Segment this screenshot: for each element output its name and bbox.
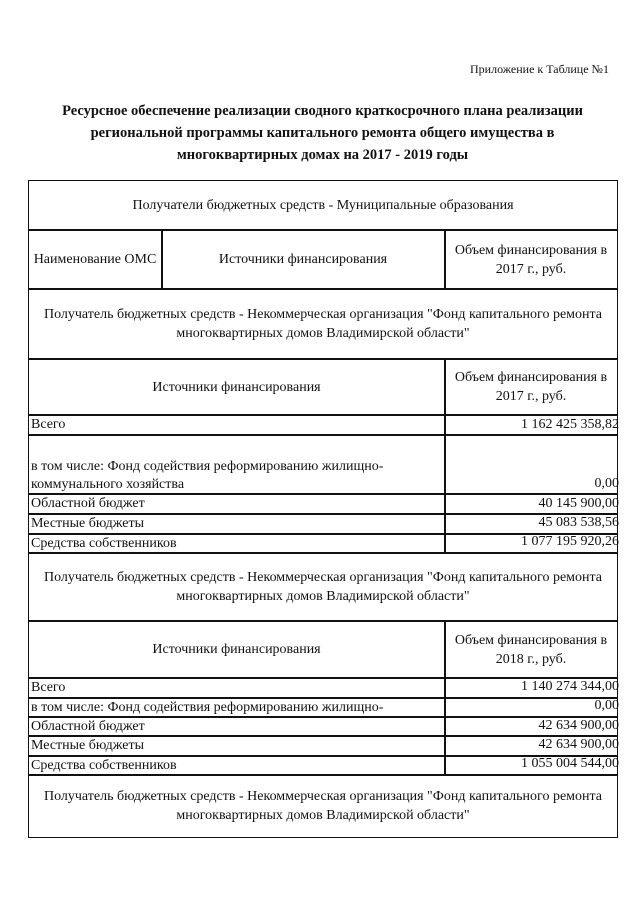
row-label-total: Всего xyxy=(31,680,66,695)
row-value-fund: 0,00 xyxy=(594,476,619,491)
row-label-fund: в том числе: Фонд содействия реформированию жилищно- xyxy=(31,700,384,715)
row-label-owners: Средства собственников xyxy=(31,758,177,773)
column-header-name: Наименование ОМС xyxy=(33,252,157,267)
title-line: региональной программы капитального ремонта общего имущества в xyxy=(90,125,555,141)
column-header-volume: Объем финансирования в 2017 г., руб. xyxy=(454,242,608,277)
row-value-owners: 1 077 195 920,26 xyxy=(521,534,619,549)
row-label-fund-cont: коммунального хозяйства xyxy=(31,477,185,492)
recipient-heading: Получатель бюджетных средств - Некоммерческая организация "Фонд капитального ремонта многоквартирных домов Владимирской области" xyxy=(43,307,603,341)
row-label-fund: в том числе: Фонд содействия реформированию жилищно- xyxy=(31,459,384,474)
table-rule xyxy=(28,434,618,436)
row-value-total: 1 162 425 358,82 xyxy=(521,417,619,432)
column-header-volume: Объем финансирования в 2017 г., руб. xyxy=(454,370,608,404)
municipal-heading: Получатели бюджетных средств - Муниципальные образования xyxy=(132,198,514,213)
row-value-fund: 0,00 xyxy=(594,698,619,713)
row-value-local: 45 083 538,56 xyxy=(538,515,619,530)
column-header-volume: Объем финансирования в 2018 г., руб. xyxy=(454,632,608,667)
row-label-regional: Областной бюджет xyxy=(31,496,145,511)
row-label-local: Местные бюджеты xyxy=(31,738,144,753)
row-label-owners: Средства собственников xyxy=(31,536,177,551)
row-label-regional: Областной бюджет xyxy=(31,719,145,734)
title-line: многоквартирных домах на 2017 - 2019 годы xyxy=(176,147,469,163)
row-label-total: Всего xyxy=(31,417,66,432)
document-title xyxy=(30,100,615,166)
column-header-sources: Источники финансирования xyxy=(218,252,388,267)
column-header-sources: Источники финансирования xyxy=(152,379,321,395)
row-value-total: 1 140 274 344,00 xyxy=(521,679,619,694)
recipient-heading: Получатель бюджетных средств - Некоммерческая организация "Фонд капитального ремонта многоквартирных домов Владимирской области" xyxy=(43,789,603,823)
row-label-local: Местные бюджеты xyxy=(31,516,144,531)
recipient-heading: Получатель бюджетных средств - Некоммерческая организация "Фонд капитального ремонта многоквартирных домов Владимирской области" xyxy=(43,570,603,604)
row-value-regional: 40 145 900,00 xyxy=(538,496,619,511)
title-line: Ресурсное обеспечение реализации сводного краткосрочного плана реализации xyxy=(62,103,583,119)
row-value-local: 42 634 900,00 xyxy=(538,737,619,752)
appendix-note: Приложение к Таблице №1 xyxy=(470,62,610,76)
column-header-sources: Источники финансирования xyxy=(152,642,321,657)
row-value-regional: 42 634 900,00 xyxy=(538,718,619,733)
row-value-owners: 1 055 004 544,00 xyxy=(521,756,619,771)
